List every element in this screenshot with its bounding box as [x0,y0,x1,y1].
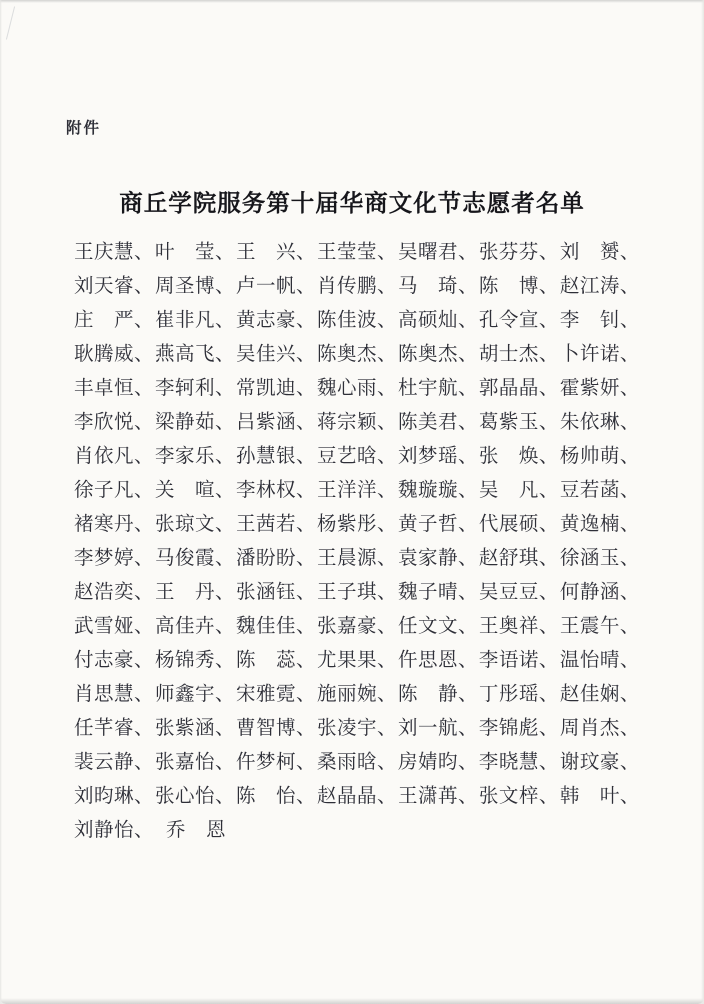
volunteer-name: 魏璇璇、 [397,478,478,501]
volunteer-name: 吴豆豆、 [478,580,559,603]
volunteer-name: 李锦彪、 [478,716,559,739]
volunteer-name: 肖依凡、 [74,444,155,467]
name-row [74,303,640,337]
volunteer-name: 丰卓恒、 [74,376,155,399]
volunteer-name: 常凯迪、 [235,376,316,399]
volunteer-name: 武雪娅、 [74,614,155,637]
volunteer-name: 裴云静、 [74,750,155,773]
volunteer-name: 张心怡、 [154,784,235,807]
volunteer-name: 燕高飞、 [154,342,235,365]
volunteer-name: 王潇苒、 [397,784,478,807]
volunteer-name: 张嘉怡、 [154,750,235,773]
volunteer-name: 李语诺、 [478,648,559,671]
volunteer-name: 赵佳娴、 [559,682,640,705]
volunteer-name: 张芬芬、 [478,240,559,263]
volunteer-name: 王晨源、 [316,546,397,569]
volunteer-name: 刘静怡、 [74,818,155,841]
document-title: 商丘学院服务第十届华商文化节志愿者名单 [119,189,585,217]
volunteer-name: 尤果果、 [316,648,397,671]
name-row [74,473,640,507]
volunteer-name: 任芊睿、 [74,716,155,739]
name-row [74,235,640,269]
volunteer-name: 张紫涵、 [154,716,235,739]
volunteer-name: 王奥祥、 [478,614,559,637]
volunteer-name: 李轲利、 [154,376,235,399]
scan-edge-bottom [0,998,704,1004]
volunteer-name: 蒋宗颖、 [316,410,397,433]
volunteer-name: 桑雨晗、 [316,750,397,773]
volunteer-name: 张琼文、 [154,512,235,535]
volunteer-name: 周肖杰、 [559,716,640,739]
name-row [74,745,640,779]
volunteer-name: 张文梓、 [478,784,559,807]
name-row [74,507,640,541]
name-row [74,711,640,745]
volunteer-name: 袁家静、 [397,546,478,569]
volunteer-name: 马俊霞、 [154,546,235,569]
volunteer-name: 王莹莹、 [316,240,397,263]
volunteer-name: 李林权、 [235,478,316,501]
volunteer-name: 陈 博、 [478,274,559,297]
volunteer-name: 李家乐、 [154,444,235,467]
volunteer-name: 陈佳波、 [316,308,397,331]
volunteer-name: 吴曙君、 [397,240,478,263]
volunteer-name: 仵梦柯、 [235,750,316,773]
volunteer-name: 乔 恩 [166,818,227,841]
volunteer-name: 霍紫妍、 [559,376,640,399]
volunteer-name: 韩 叶、 [559,784,640,807]
volunteer-name: 杨锦秀、 [154,648,235,671]
volunteer-name: 潘盼盼、 [235,546,316,569]
volunteer-name: 刘一航、 [397,716,478,739]
volunteer-name: 刘天睿、 [74,274,155,297]
volunteer-name: 付志豪、 [74,648,155,671]
name-row [74,779,640,813]
volunteer-name: 徐涵玉、 [559,546,640,569]
paper-crease-mark [6,6,15,39]
volunteer-name: 魏子晴、 [397,580,478,603]
volunteer-name: 魏佳佳、 [235,614,316,637]
name-row [74,541,640,575]
volunteer-name: 杨帅萌、 [559,444,640,467]
volunteer-name: 李梦婷、 [74,546,155,569]
volunteer-name: 李 钊、 [559,308,640,331]
volunteer-name: 陈 蕊、 [235,648,316,671]
volunteer-name: 郭晶晶、 [478,376,559,399]
volunteer-name: 赵舒琪、 [478,546,559,569]
volunteer-name: 刘 赟、 [559,240,640,263]
volunteer-name: 刘昀琳、 [74,784,155,807]
volunteer-name: 王震午、 [559,614,640,637]
volunteer-name: 师鑫宇、 [154,682,235,705]
volunteer-name: 陈 怡、 [235,784,316,807]
volunteer-name: 朱依琳、 [559,410,640,433]
volunteer-name: 曹智博、 [235,716,316,739]
volunteer-name: 高佳卉、 [154,614,235,637]
volunteer-name: 丁彤瑶、 [478,682,559,705]
name-row [74,813,640,847]
volunteer-name: 杨紫彤、 [316,512,397,535]
volunteer-name: 卜许诺、 [559,342,640,365]
volunteer-name: 叶 莹、 [154,240,235,263]
volunteer-name-list [74,235,640,847]
volunteer-name: 王 丹、 [154,580,235,603]
volunteer-name: 关 喧、 [154,478,235,501]
volunteer-name: 王子琪、 [316,580,397,603]
attachment-label: 附件 [66,118,102,137]
volunteer-name: 陈美君、 [397,410,478,433]
volunteer-name: 豆艺晗、 [316,444,397,467]
volunteer-name: 陈奥杰、 [397,342,478,365]
volunteer-name: 仵思恩、 [397,648,478,671]
volunteer-name: 陈奥杰、 [316,342,397,365]
volunteer-name: 王庆慧、 [74,240,155,263]
volunteer-name: 肖传鹏、 [316,274,397,297]
volunteer-name: 徐子凡、 [74,478,155,501]
volunteer-name: 吕紫涵、 [235,410,316,433]
volunteer-name: 房婧昀、 [397,750,478,773]
name-row [74,575,640,609]
name-row [74,337,640,371]
volunteer-name: 赵晶晶、 [316,784,397,807]
volunteer-name: 吴 凡、 [478,478,559,501]
name-row [74,269,640,303]
volunteer-name: 赵浩奕、 [74,580,155,603]
volunteer-name: 李晓慧、 [478,750,559,773]
name-row [74,643,640,677]
volunteer-name: 周圣博、 [154,274,235,297]
name-row [74,609,640,643]
volunteer-name: 胡士杰、 [478,342,559,365]
name-row [74,439,640,473]
volunteer-name: 卢一帆、 [235,274,316,297]
volunteer-name: 崔非凡、 [154,308,235,331]
volunteer-name: 刘梦瑶、 [397,444,478,467]
volunteer-name: 豆若菡、 [559,478,640,501]
volunteer-name: 杜宇航、 [397,376,478,399]
volunteer-name: 肖思慧、 [74,682,155,705]
volunteer-name: 王洋洋、 [316,478,397,501]
volunteer-name: 马 琦、 [397,274,478,297]
volunteer-name: 庄 严、 [74,308,155,331]
volunteer-name: 魏心雨、 [316,376,397,399]
volunteer-name: 张涵钰、 [235,580,316,603]
volunteer-name: 梁静茹、 [154,410,235,433]
volunteer-name: 黄子哲、 [397,512,478,535]
volunteer-name: 吴佳兴、 [235,342,316,365]
volunteer-name: 宋雅霓、 [235,682,316,705]
volunteer-name: 张 焕、 [478,444,559,467]
volunteer-name: 耿腾威、 [74,342,155,365]
volunteer-name: 黄志豪、 [235,308,316,331]
volunteer-name: 温怡晴、 [559,648,640,671]
volunteer-name: 谢玟豪、 [559,750,640,773]
volunteer-name: 李欣悦、 [74,410,155,433]
scan-edge-top [0,0,704,3]
volunteer-name: 高硕灿、 [397,308,478,331]
volunteer-name: 孔令宣、 [478,308,559,331]
scan-edge-left [0,0,2,1004]
volunteer-name: 张嘉豪、 [316,614,397,637]
volunteer-name: 黄逸楠、 [559,512,640,535]
volunteer-name: 任文文、 [397,614,478,637]
name-row [74,677,640,711]
volunteer-name: 孙慧银、 [235,444,316,467]
name-row [74,371,640,405]
volunteer-name: 王茜若、 [235,512,316,535]
volunteer-name: 张凌宇、 [316,716,397,739]
volunteer-name: 代展硕、 [478,512,559,535]
volunteer-name: 何静涵、 [559,580,640,603]
volunteer-name: 褚寒丹、 [74,512,155,535]
volunteer-name: 陈 静、 [397,682,478,705]
volunteer-name: 葛紫玉、 [478,410,559,433]
name-row [74,405,640,439]
volunteer-name: 赵江涛、 [559,274,640,297]
volunteer-name: 王 兴、 [235,240,316,263]
volunteer-name: 施丽婉、 [316,682,397,705]
